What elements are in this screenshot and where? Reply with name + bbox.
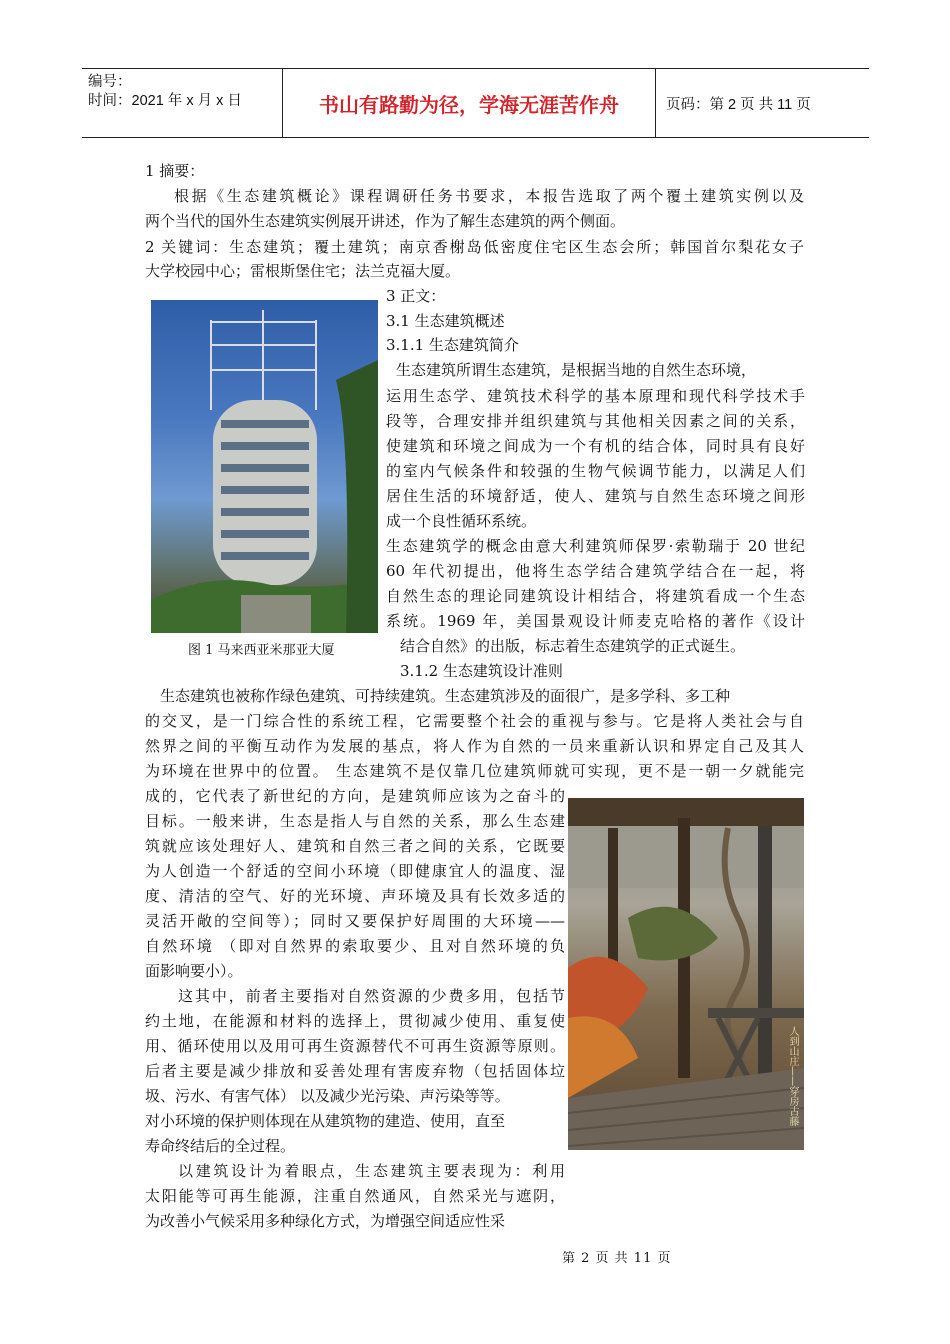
figure-2-veranda-photo	[568, 798, 804, 1150]
figure-1-building-photo	[151, 300, 378, 633]
paragraph-line: 的室内气候条件和较强的生物气候调节能力，以满足人们	[386, 462, 805, 480]
page-header	[82, 68, 869, 138]
paragraph-line: 自然生态的理论同建筑设计相结合，将建筑看成一个生态	[386, 587, 805, 605]
paragraph-line: 成的，它代表了新世纪的方向，是建筑师应该为之奋斗的	[145, 787, 565, 805]
abstract-line-1: 根据《生态建筑概论》课程调研任务书要求，本报告选取了两个覆土建筑实例以及	[174, 187, 804, 205]
section-3-1-heading: 3.1 生态建筑概述	[386, 312, 505, 330]
paragraph-line: 为人创造一个舒适的空间小环境（即健康宜人的温度、湿	[145, 862, 565, 880]
tower-illustration	[151, 300, 378, 633]
paragraph-line: 对小环境的保护则体现在从建筑物的建造、使用，直至	[145, 1112, 506, 1130]
paragraph-line: 生态建筑学的概念由意大利建筑师保罗·索勒瑞于 20 世纪	[386, 537, 805, 555]
paragraph-line: 的交叉，是一门综合性的系统工程，它需要整个社会的重视与参与。它是将人类社会与自	[145, 712, 804, 730]
paragraph-line: 灵活开敞的空间等）；同时又要保护好周围的大环境——	[145, 912, 565, 930]
paragraph-line: 面影响要小）。	[145, 962, 243, 980]
paragraph-line: 居住生活的环境舒适，使人、建筑与自然生态环境之间形	[386, 487, 805, 505]
paragraph-line: 筑就应该处理好人、建筑和自然三者之间的关系，它既要	[145, 837, 565, 855]
paragraph-line: 以建筑设计为着眼点，生态建筑主要表现为：利用	[178, 1162, 565, 1180]
section-3-1-1-heading: 3.1.1 生态建筑简介	[386, 336, 519, 354]
paragraph-line: 使建筑和环境之间成为一个有机的结合体，同时具有良好	[386, 437, 805, 455]
paragraph-line: 系统。1969 年，美国景观设计师麦克哈格的著作《设计	[386, 612, 805, 630]
section-abstract-heading: 1 摘要：	[145, 162, 205, 180]
header-page-label: 页码：第 2 页 共 11 页	[666, 96, 811, 113]
time-label: 时间：2021 年 x 月 x 日	[88, 93, 242, 109]
number-label: 编号：	[88, 74, 132, 90]
figure-2-label: 人到山庄——穿房古藤	[787, 1026, 798, 1126]
paragraph-line: 运用生态学、建筑技术科学的基本原理和现代科学技术手	[386, 387, 805, 405]
page-footer: 第 2 页 共 11 页	[562, 1251, 672, 1266]
veranda-illustration	[568, 798, 804, 1150]
paragraph-line: 然界之间的平衡互动作为发展的基点，将人作为自然的一员来重新认识和界定自己及其人	[145, 737, 804, 755]
paragraph-line: 目标。一般来讲，生态是指人与自然的关系，那么生态建	[145, 812, 565, 830]
keywords-line-2: 大学校园中心；雷根斯堡住宅；法兰克福大厦。	[145, 262, 461, 280]
paragraph-line: 约土地，在能源和材料的选择上，贯彻减少使用、重复使	[145, 1012, 565, 1030]
paragraph-line: 成一个良性循环系统。	[386, 512, 537, 530]
header-motto: 书山有路勤为径，学海无涯苦作舟	[282, 69, 656, 137]
abstract-line-2: 两个当代的国外生态建筑实例展开讲述，作为了解生态建筑的两个侧面。	[145, 212, 626, 230]
paragraph-line: 生态建筑也被称作绿色建筑、可持续建筑。生态建筑涉及的面很广，是多学科、多工种	[160, 687, 731, 705]
paragraph-line: 结合自然》的出版，标志着生态建筑学的正式诞生。	[400, 637, 746, 655]
paragraph-line: 用、循环使用以及用可再生资源替代不可再生资源等原则。	[145, 1037, 565, 1055]
paragraph-line: 为改善小气候采用多种绿化方式，为增强空间适应性采	[145, 1212, 506, 1230]
header-meta	[82, 69, 282, 137]
paragraph-line: 60 年代初提出，他将生态学结合建筑学结合在一起，将	[386, 562, 805, 580]
paragraph-line: 段等，合理安排并组织建筑与其他相关因素之间的关系，	[386, 412, 805, 430]
keywords-line-1: 2 关键词：生态建筑；覆土建筑；南京香榭岛低密度住宅区生态会所；韩国首尔梨花女子	[145, 238, 804, 256]
paragraph-line: 为环境在世界中的位置。 生态建筑不是仅靠几位建筑师就可实现，更不是一朝一夕就能完	[145, 762, 804, 780]
paragraph-line: 生态建筑所谓生态建筑，是根据当地的自然生态环境，	[396, 361, 757, 379]
paragraph-line: 寿命终结后的全过程。	[145, 1137, 296, 1155]
section-body-heading: 3 正文：	[386, 287, 446, 305]
paragraph-line: 圾、污水、有害气体） 以及减少光污染、声污染等等。	[145, 1087, 510, 1105]
paragraph-line: 后者主要是减少排放和妥善处理有害废弃物（包括固体垃	[145, 1062, 565, 1080]
paragraph-line: 这其中，前者主要指对自然资源的少费多用，包括节	[178, 987, 565, 1005]
paragraph-line: 太阳能等可再生能源，注重自然通风，自然采光与遮阴，	[145, 1187, 565, 1205]
section-3-1-2-heading: 3.1.2 生态建筑设计准则	[400, 662, 563, 680]
figure-1-caption: 图 1 马来西亚米那亚大厦	[188, 643, 335, 658]
paragraph-line: 度、清洁的空气、好的光环境、声环境及具有长效多适的	[145, 887, 565, 905]
paragraph-line: 自然环境 （即对自然界的索取要少、且对自然环境的负	[145, 937, 565, 955]
